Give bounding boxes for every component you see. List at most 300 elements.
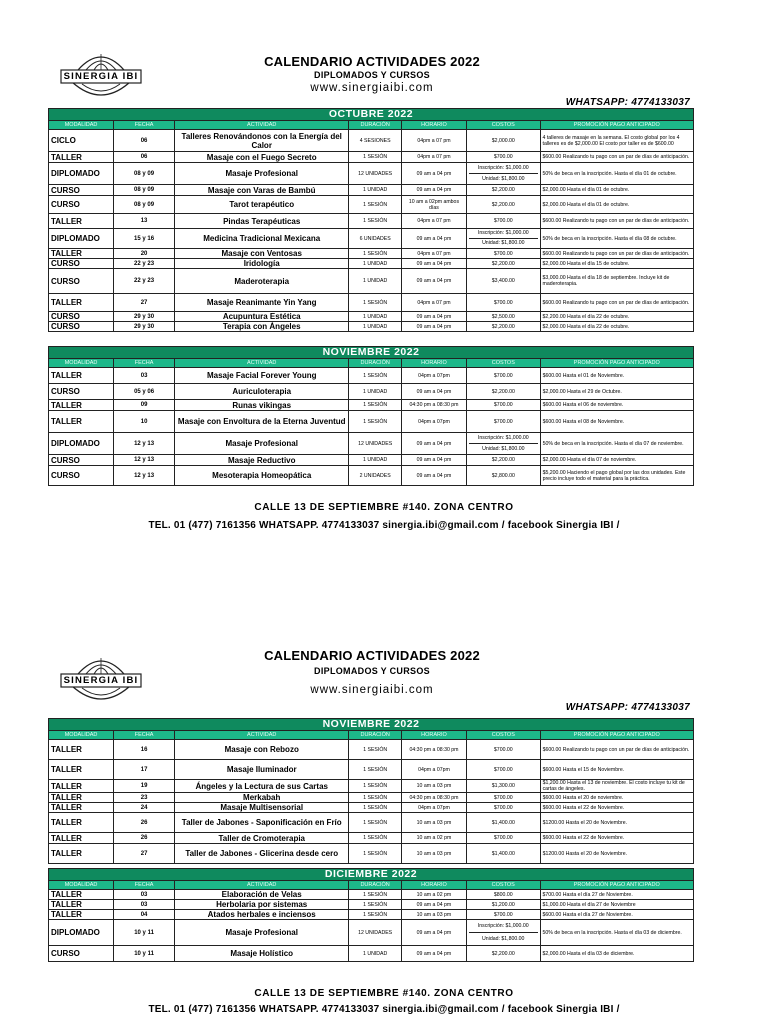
- duration-cell: 1 UNIDAD: [349, 455, 402, 466]
- cost-value: Unidad: $1,800.00: [482, 240, 525, 246]
- activity-row: [49, 368, 694, 384]
- promotion-cell: $2,000.00 Hasta el día 07 de noviembre.: [540, 455, 693, 466]
- footer-address: CALLE 13 DE SEPTIEMBRE #140. ZONA CENTRO: [254, 502, 514, 513]
- duration-cell: 1 SESIÓN: [349, 900, 402, 910]
- modality-cell: CICLO: [49, 130, 114, 152]
- cost-cell: [467, 803, 541, 813]
- promotion-cell: $600.00 Realizando tu pago con un par de días de anticipación.: [540, 740, 693, 760]
- date-cell: 27: [114, 844, 175, 864]
- activity-row: [49, 910, 694, 920]
- cost-value: Inscripción: $1,000.00: [469, 163, 538, 174]
- cost-cell: [467, 294, 541, 312]
- date-cell: 29 y 30: [114, 322, 175, 332]
- cost-value: Inscripción: $1,000.00: [469, 920, 538, 933]
- column-header: DURACIÓN: [349, 359, 402, 368]
- promotion-cell: $2,000.00 Hasta el día 15 de octubre.: [540, 259, 693, 269]
- cost-value: $1,300.00: [491, 783, 515, 789]
- modality-cell: CURSO: [49, 384, 114, 400]
- cost-value: $700.00: [493, 299, 513, 306]
- activity-cell: Elaboración de Velas: [175, 890, 349, 900]
- date-cell: 29 y 30: [114, 312, 175, 322]
- schedule-cell: 04:30 pm a 08:30 pm: [401, 793, 466, 803]
- column-header: COSTOS: [467, 121, 541, 130]
- duration-cell: 1 SESIÓN: [349, 152, 402, 163]
- schedule-cell: 09 am a 04 pm: [401, 259, 466, 269]
- activity-cell: Acupuntura Estética: [175, 312, 349, 322]
- promotion-cell: $2,000.00 Hasta el 29 de Octubre.: [540, 384, 693, 400]
- promotion-cell: $600.00 Realizando tu pago con un par de días de anticipación.: [540, 152, 693, 163]
- modality-cell: TALLER: [49, 740, 114, 760]
- column-header: ACTIVIDAD: [175, 731, 349, 740]
- cost-value: $700.00: [493, 372, 513, 379]
- whatsapp-number: WHATSAPP: 4774133037: [565, 702, 690, 713]
- promotion-cell: $2,000.00 Hasta el día 03 de diciembre.: [540, 946, 694, 962]
- activity-row: [49, 259, 694, 269]
- schedule-cell: 04pm a 07pm: [401, 411, 466, 433]
- duration-cell: 12 UNIDADES: [349, 920, 402, 946]
- activity-cell: Herbolaria por sistemas: [175, 900, 349, 910]
- cost-cell: [467, 466, 541, 486]
- duration-cell: 1 UNIDAD: [349, 259, 402, 269]
- modality-cell: TALLER: [49, 833, 114, 844]
- cost-value: $700.00: [493, 250, 513, 257]
- promotion-cell: 50% de beca en la inscripción. Hasta el día 03 de diciembre.: [540, 920, 694, 946]
- footer-contact: TEL. 01 (477) 7161356 WHATSAPP. 4774133037 sinergia.ibi@gmail.com / facebook Sinergia IBI /: [148, 1004, 620, 1015]
- duration-cell: 12 UNIDADES: [349, 433, 402, 455]
- activity-row: [49, 920, 694, 946]
- duration-cell: 1 SESIÓN: [349, 890, 402, 900]
- activity-row: [49, 185, 694, 196]
- calendar-table-october: [48, 108, 694, 332]
- schedule-cell: 09 am a 04 pm: [401, 466, 466, 486]
- modality-cell: CURSO: [49, 455, 114, 466]
- promotion-cell: $1200.00 Hasta el 20 de Noviembre.: [540, 813, 693, 833]
- duration-cell: 6 UNIDADES: [349, 229, 402, 249]
- column-header: HORARIO: [401, 121, 466, 130]
- activity-row: [49, 793, 694, 803]
- modality-cell: TALLER: [49, 793, 114, 803]
- cost-cell: [466, 900, 540, 910]
- modality-cell: CURSO: [49, 466, 114, 486]
- date-cell: 17: [114, 760, 175, 780]
- activity-row: [49, 780, 694, 793]
- cost-cell: [467, 229, 541, 249]
- page-title: CALENDARIO ACTIVIDADES 2022: [264, 54, 480, 69]
- cost-cell: [467, 433, 541, 455]
- activity-row: [49, 163, 694, 185]
- modality-cell: TALLER: [49, 900, 114, 910]
- activity-cell: Taller de Jabones - Glicerina desde cero: [175, 844, 349, 864]
- cost-value: $700.00: [493, 911, 513, 918]
- footer-address: CALLE 13 DE SEPTIEMBRE #140. ZONA CENTRO: [254, 988, 514, 999]
- promotion-cell: $600.00 Hasta el 15 de Noviembre.: [540, 760, 693, 780]
- column-header: DURACIÓN: [349, 881, 402, 890]
- modality-cell: CURSO: [49, 269, 114, 294]
- date-cell: 06: [114, 152, 175, 163]
- duration-cell: 1 SESIÓN: [349, 813, 402, 833]
- duration-cell: 1 UNIDAD: [349, 269, 402, 294]
- cost-cell: [467, 185, 541, 196]
- cost-cell: [467, 214, 541, 229]
- schedule-cell: 04:30 pm a 08:30 pm: [401, 740, 466, 760]
- column-header: MODALIDAD: [49, 881, 114, 890]
- cost-value: Inscripción: $1,000.00: [469, 229, 538, 239]
- activity-cell: Masaje Reductivo: [175, 455, 349, 466]
- duration-cell: 1 SESIÓN: [349, 760, 402, 780]
- modality-cell: TALLER: [49, 760, 114, 780]
- cost-cell: [467, 152, 541, 163]
- activity-row: [49, 196, 694, 214]
- promotion-cell: $3,000.00 Hasta el día 18 de septiembre. Incluye kit de maderoterapia.: [540, 269, 693, 294]
- cost-value: $2,200.00: [491, 950, 515, 957]
- duration-cell: 12 UNIDADES: [349, 163, 402, 185]
- activity-row: [49, 740, 694, 760]
- cost-cell: [467, 163, 541, 185]
- activity-row: [49, 152, 694, 163]
- promotion-cell: $5,200.00 Haciendo el pago global por las dos unidades. Este precio incluye todo el material para la práctica.: [540, 466, 693, 486]
- column-header: COSTOS: [467, 731, 541, 740]
- modality-cell: TALLER: [49, 890, 114, 900]
- date-cell: 03: [114, 368, 175, 384]
- promotion-cell: $600.00 Realizando tu pago con un par de días de anticipación.: [540, 294, 693, 312]
- month-header: DICIEMBRE 2022: [49, 869, 694, 881]
- promotion-cell: $600.00 Hasta el 20 de noviembre.: [540, 793, 693, 803]
- cost-value: Unidad: $1,800.00: [482, 936, 525, 942]
- column-header: PROMOCIÓN PAGO ANTICIPADO: [540, 121, 693, 130]
- cost-value: $700.00: [493, 746, 513, 753]
- activity-row: [49, 229, 694, 249]
- date-cell: 09: [114, 400, 175, 411]
- cost-cell: [467, 740, 541, 760]
- column-header: PROMOCIÓN PAGO ANTICIPADO: [540, 881, 694, 890]
- schedule-cell: 09 am a 04 pm: [401, 269, 466, 294]
- cost-value: $700.00: [493, 154, 513, 160]
- column-header: ACTIVIDAD: [175, 359, 349, 368]
- column-header: COSTOS: [466, 881, 540, 890]
- modality-cell: TALLER: [49, 813, 114, 833]
- promotion-cell: $600.00 Hasta el día 27 de Noviembre.: [540, 910, 694, 920]
- cost-value: $2,200.00: [491, 260, 515, 267]
- duration-cell: 1 UNIDAD: [349, 384, 402, 400]
- activity-row: [49, 384, 694, 400]
- date-cell: 08 y 09: [114, 185, 175, 196]
- schedule-cell: 09 am a 04 pm: [401, 384, 466, 400]
- cost-value: $2,200.00: [491, 187, 515, 193]
- modality-cell: TALLER: [49, 214, 114, 229]
- cost-value: Inscripción: $1,000.00: [469, 433, 538, 444]
- activity-row: [49, 411, 694, 433]
- date-cell: 12 y 13: [114, 455, 175, 466]
- cost-cell: [466, 910, 540, 920]
- duration-cell: 1 SESIÓN: [349, 740, 402, 760]
- activity-cell: Auriculoterapia: [175, 384, 349, 400]
- sinergia-logo: [58, 654, 144, 704]
- modality-cell: DIPLOMADO: [49, 229, 114, 249]
- modality-cell: TALLER: [49, 780, 114, 793]
- schedule-cell: 10 am a 02pm ambos días: [401, 196, 466, 214]
- schedule-cell: 04pm a 07pm: [401, 803, 466, 813]
- activity-cell: Masaje Multisensorial: [175, 803, 349, 813]
- activity-cell: Runas vikingas: [175, 400, 349, 411]
- schedule-cell: 04pm a 07pm: [401, 368, 466, 384]
- activity-row: [49, 813, 694, 833]
- activity-cell: Merkabah: [175, 793, 349, 803]
- activity-row: [49, 400, 694, 411]
- column-header: HORARIO: [401, 731, 466, 740]
- website-url: www.sinergiaibi.com: [310, 684, 434, 696]
- duration-cell: 1 SESIÓN: [349, 803, 402, 813]
- modality-cell: DIPLOMADO: [49, 163, 114, 185]
- cost-cell: [467, 813, 541, 833]
- column-header: FECHA: [114, 881, 175, 890]
- cost-cell: [467, 269, 541, 294]
- promotion-cell: 50% de beca en la inscripción. Hasta el día 01 de octubre.: [540, 163, 693, 185]
- activity-cell: Masaje con Varas de Bambú: [175, 185, 349, 196]
- column-header: COSTOS: [467, 359, 541, 368]
- duration-cell: 1 SESIÓN: [349, 793, 402, 803]
- promotion-cell: $600.00 Realizando tu pago con un par de días de anticipación.: [540, 214, 693, 229]
- date-cell: 08 y 09: [114, 196, 175, 214]
- activity-row: [49, 833, 694, 844]
- column-header: HORARIO: [401, 359, 466, 368]
- date-cell: 13: [114, 214, 175, 229]
- schedule-cell: 09 am a 04 pm: [401, 322, 466, 332]
- date-cell: 27: [114, 294, 175, 312]
- promotion-cell: $600.00 Hasta el 01 de Noviembre.: [540, 368, 693, 384]
- cost-cell: [467, 130, 541, 152]
- schedule-cell: 10 am a 03 pm: [401, 910, 466, 920]
- month-header: NOVIEMBRE 2022: [49, 719, 694, 731]
- date-cell: 24: [114, 803, 175, 813]
- date-cell: 10: [114, 411, 175, 433]
- promotion-cell: $2,000.00 Hasta el día 22 de octubre.: [540, 322, 693, 332]
- activity-row: [49, 214, 694, 229]
- date-cell: 20: [114, 249, 175, 259]
- column-header: HORARIO: [401, 881, 466, 890]
- duration-cell: 1 SESIÓN: [349, 780, 402, 793]
- activity-cell: Talleres Renovándonos con la Energía del Calor: [175, 130, 349, 152]
- promotion-cell: $600.00 Hasta el 06 de noviembre.: [540, 400, 693, 411]
- activity-row: [49, 760, 694, 780]
- cost-value: Unidad: $1,800.00: [482, 446, 525, 452]
- cost-cell: [466, 890, 540, 900]
- activity-cell: Masaje Profesional: [175, 163, 349, 185]
- cost-cell: [467, 249, 541, 259]
- modality-cell: CURSO: [49, 322, 114, 332]
- promotion-cell: 50% de beca en la inscripción. Hasta el día 07 de noviembre.: [540, 433, 693, 455]
- activity-cell: Medicina Tradicional Mexicana: [175, 229, 349, 249]
- activity-row: [49, 130, 694, 152]
- column-header: DURACIÓN: [349, 731, 402, 740]
- schedule-cell: 04:30 pm a 08:30 pm: [401, 400, 466, 411]
- activity-row: [49, 294, 694, 312]
- column-header: FECHA: [114, 121, 175, 130]
- date-cell: 19: [114, 780, 175, 793]
- schedule-cell: 04pm a 07 pm: [401, 152, 466, 163]
- column-header: PROMOCIÓN PAGO ANTICIPADO: [540, 359, 693, 368]
- cost-cell: [467, 196, 541, 214]
- column-header: FECHA: [114, 731, 175, 740]
- cost-cell: [467, 833, 541, 844]
- cost-value: $3,400.00: [491, 278, 515, 284]
- date-cell: 03: [114, 900, 175, 910]
- modality-cell: TALLER: [49, 294, 114, 312]
- date-cell: 08 y 09: [114, 163, 175, 185]
- promotion-cell: 4 talleres de masaje en la semana. El costo global por los 4 talleres es de $2,000.00 El costo por taller es de $600.00: [540, 130, 693, 152]
- schedule-cell: 09 am a 04 pm: [401, 455, 466, 466]
- duration-cell: 2 UNIDADES: [349, 466, 402, 486]
- duration-cell: 1 SESIÓN: [349, 368, 402, 384]
- date-cell: 06: [114, 130, 175, 152]
- cost-cell: [466, 946, 540, 962]
- activity-cell: Masaje con Ventosas: [175, 249, 349, 259]
- cost-value: $700.00: [493, 418, 513, 425]
- schedule-cell: 09 am a 04 pm: [401, 946, 466, 962]
- duration-cell: 1 UNIDAD: [349, 322, 402, 332]
- modality-cell: TALLER: [49, 844, 114, 864]
- date-cell: 03: [114, 890, 175, 900]
- date-cell: 05 y 06: [114, 384, 175, 400]
- date-cell: 26: [114, 813, 175, 833]
- schedule-cell: 04pm a 07 pm: [401, 214, 466, 229]
- schedule-cell: 10 am a 02 pm: [401, 833, 466, 844]
- duration-cell: 1 SESIÓN: [349, 844, 402, 864]
- column-header: ACTIVIDAD: [175, 881, 349, 890]
- website-url: www.sinergiaibi.com: [310, 82, 434, 94]
- cost-value: $2,800.00: [491, 472, 515, 479]
- activity-row: [49, 455, 694, 466]
- duration-cell: 1 SESIÓN: [349, 249, 402, 259]
- modality-cell: DIPLOMADO: [49, 433, 114, 455]
- activity-cell: Masaje con Rebozo: [175, 740, 349, 760]
- activity-cell: Terapia con Ángeles: [175, 322, 349, 332]
- activity-row: [49, 322, 694, 332]
- cost-value: $1,200.00: [491, 901, 515, 908]
- column-header: FECHA: [114, 359, 175, 368]
- date-cell: 22 y 23: [114, 269, 175, 294]
- duration-cell: 1 SESIÓN: [349, 214, 402, 229]
- cost-value: $700.00: [493, 804, 513, 811]
- activity-row: [49, 312, 694, 322]
- modality-cell: DIPLOMADO: [49, 920, 114, 946]
- page-title: CALENDARIO ACTIVIDADES 2022: [264, 648, 480, 663]
- sinergia-logo: [58, 50, 144, 100]
- modality-cell: TALLER: [49, 368, 114, 384]
- promotion-cell: 50% de beca en la inscripción. Hasta el día 08 de octubre.: [540, 229, 693, 249]
- activity-row: [49, 803, 694, 813]
- modality-cell: TALLER: [49, 803, 114, 813]
- calendar-table-november: [48, 718, 694, 864]
- cost-cell: [467, 760, 541, 780]
- duration-cell: 1 SESIÓN: [349, 400, 402, 411]
- date-cell: 10 y 11: [114, 920, 175, 946]
- modality-cell: CURSO: [49, 946, 114, 962]
- promotion-cell: $1,200.00 Hasta el 13 de noviembre. El costo incluye tu kit de cartas de ángeles.: [540, 780, 693, 793]
- modality-cell: TALLER: [49, 411, 114, 433]
- activity-row: [49, 900, 694, 910]
- promotion-cell: $1200.00 Hasta el 20 de Noviembre.: [540, 844, 693, 864]
- activity-cell: Masaje con Envoltura de la Eterna Juventud: [175, 411, 349, 433]
- schedule-cell: 10 am a 03 pm: [401, 813, 466, 833]
- modality-cell: CURSO: [49, 259, 114, 269]
- cost-value: $700.00: [493, 766, 513, 773]
- duration-cell: 1 SESIÓN: [349, 294, 402, 312]
- schedule-cell: 09 am a 04 pm: [401, 900, 466, 910]
- cost-value: $1,400.00: [491, 850, 515, 857]
- promotion-cell: $600.00 Hasta el 22 de Noviembre.: [540, 833, 693, 844]
- modality-cell: TALLER: [49, 152, 114, 163]
- activity-cell: Masaje Facial Forever Young: [175, 368, 349, 384]
- date-cell: 22 y 23: [114, 259, 175, 269]
- schedule-cell: 09 am a 04 pm: [401, 185, 466, 196]
- month-header: NOVIEMBRE 2022: [49, 347, 694, 359]
- activity-cell: Taller de Cromoterapia: [175, 833, 349, 844]
- activity-cell: Masaje Holístico: [175, 946, 349, 962]
- cost-cell: [467, 793, 541, 803]
- date-cell: 12 y 13: [114, 466, 175, 486]
- activity-cell: Pindas Terapéuticas: [175, 214, 349, 229]
- schedule-cell: 04pm a 07 pm: [401, 249, 466, 259]
- cost-value: $2,200.00: [491, 388, 515, 395]
- activity-cell: Masaje con el Fuego Secreto: [175, 152, 349, 163]
- promotion-cell: $2,000.00 Hasta el día 01 de octubre.: [540, 185, 693, 196]
- column-header: MODALIDAD: [49, 121, 114, 130]
- logo-brand-text: SINERGIA IBI: [63, 675, 139, 686]
- column-header: ACTIVIDAD: [175, 121, 349, 130]
- activity-cell: Masaje Reanimante Yin Yang: [175, 294, 349, 312]
- schedule-cell: 09 am a 04 pm: [401, 229, 466, 249]
- modality-cell: TALLER: [49, 910, 114, 920]
- calendar-table-november: [48, 346, 694, 486]
- date-cell: 26: [114, 833, 175, 844]
- promotion-cell: $600.00 Realizando tu pago con un par de días de anticipación.: [540, 249, 693, 259]
- schedule-cell: 04pm a 07 pm: [401, 294, 466, 312]
- schedule-cell: 09 am a 04 pm: [401, 312, 466, 322]
- date-cell: 04: [114, 910, 175, 920]
- cost-value: $700.00: [493, 218, 513, 224]
- cost-cell: [467, 455, 541, 466]
- date-cell: 16: [114, 740, 175, 760]
- promotion-cell: $700.00 Hasta el día 27 de Noviembre.: [540, 890, 694, 900]
- cost-value: $700.00: [493, 402, 513, 408]
- promotion-cell: $1,000.00 Hasta el día 27 de Noviembre: [540, 900, 694, 910]
- cost-value: $800.00: [493, 891, 513, 898]
- activity-cell: Atados herbales e inciensos: [175, 910, 349, 920]
- cost-value: $2,200.00: [491, 201, 515, 208]
- activity-cell: Tarot terapéutico: [175, 196, 349, 214]
- duration-cell: 1 UNIDAD: [349, 185, 402, 196]
- activity-row: [49, 890, 694, 900]
- schedule-cell: 04pm a 07pm: [401, 760, 466, 780]
- date-cell: 15 y 16: [114, 229, 175, 249]
- date-cell: 23: [114, 793, 175, 803]
- cost-value: Unidad: $1,800.00: [482, 176, 525, 182]
- date-cell: 10 y 11: [114, 946, 175, 962]
- column-header: PROMOCIÓN PAGO ANTICIPADO: [540, 731, 693, 740]
- cost-value: $700.00: [493, 794, 513, 801]
- cost-cell: [467, 400, 541, 411]
- schedule-cell: 10 am a 03 pm: [401, 780, 466, 793]
- activity-cell: Masaje Iluminador: [175, 760, 349, 780]
- duration-cell: 1 SESIÓN: [349, 910, 402, 920]
- promotion-cell: $2,000.00 Hasta el día 01 de octubre.: [540, 196, 693, 214]
- activity-cell: Iridología: [175, 259, 349, 269]
- duration-cell: 1 SESIÓN: [349, 196, 402, 214]
- duration-cell: 1 SESIÓN: [349, 833, 402, 844]
- column-header: DURACIÓN: [349, 121, 402, 130]
- schedule-cell: 09 am a 04 pm: [401, 920, 466, 946]
- modality-cell: CURSO: [49, 196, 114, 214]
